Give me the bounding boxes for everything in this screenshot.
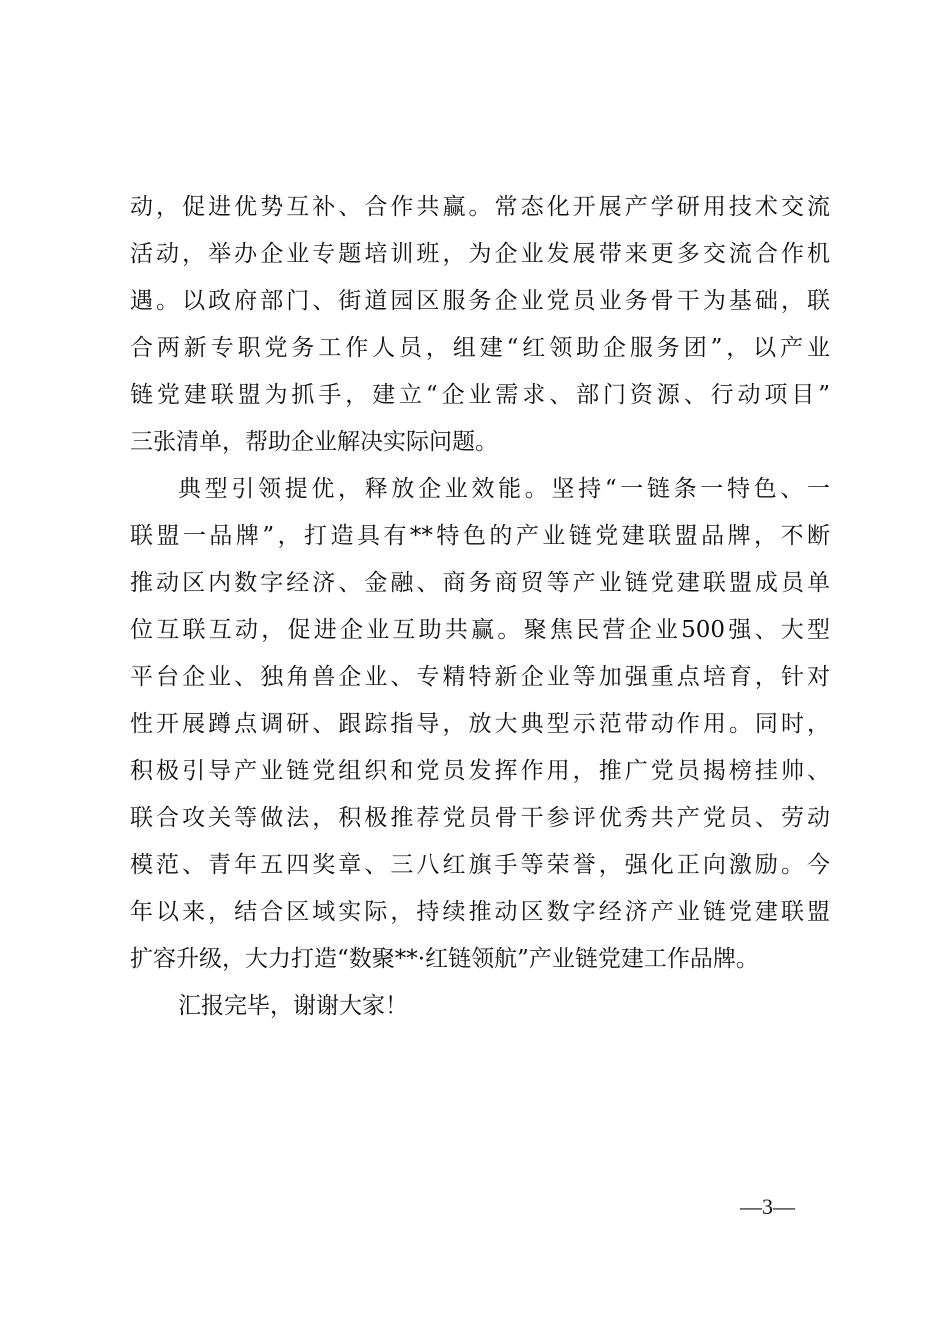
paragraph-line: 联盟一品牌”，打造具有**特色的产业链党建联盟品牌，不断 (130, 523, 830, 549)
paragraph-line: 扩容升级，大力打造“数聚**·红链领航”产业链党建工作品牌。 (130, 946, 759, 972)
closing-line: 汇报完毕，谢谢大家！ (178, 993, 408, 1019)
paragraph-line: 链党建联盟为抓手，建立“企业需求、部门资源、行动项目” (130, 382, 830, 408)
paragraph-line: 模范、青年五四奖章、三八红旗手等荣誉，强化正向激励。今 (130, 852, 830, 878)
page-number: —3— (740, 1194, 795, 1219)
paragraph-line: 活动，举办企业专题培训班，为企业发展带来更多交流合作机 (130, 241, 830, 267)
paragraph-line: 年以来，结合区域实际，持续推动区数字经济产业链党建联盟 (130, 899, 830, 925)
paragraph-line: 遇。以政府部门、街道园区服务企业党员业务骨干为基础，联 (130, 288, 830, 314)
paragraph-line: 积极引导产业链党组织和党员发挥作用，推广党员揭榜挂帅、 (130, 758, 830, 784)
paragraph-line: 性开展蹲点调研、跟踪指导，放大典型示范带动作用。同时， (130, 711, 830, 737)
paragraph-line: 平台企业、独角兽企业、专精特新企业等加强重点培育，针对 (130, 664, 830, 690)
paragraph-line: 推动区内数字经济、金融、商务商贸等产业链党建联盟成员单 (130, 570, 830, 596)
paragraph-line: 动，促进优势互补、合作共赢。常态化开展产学研用技术交流 (130, 194, 830, 220)
paragraph-line: 位互联互动，促进企业互助共赢。聚焦民营企业500强、大型 (130, 617, 830, 643)
paragraph-line: 典型引领提优，释放企业效能。坚持“一链条一特色、一 (178, 476, 830, 502)
paragraph-line: 合两新专职党务工作人员，组建“红领助企服务团”，以产业 (130, 335, 830, 361)
paragraph-line: 联合攻关等做法，积极推荐党员骨干参评优秀共产党员、劳动 (130, 805, 830, 831)
body-text (130, 184, 830, 1030)
paragraph-line: 三张清单，帮助企业解决实际问题。 (130, 429, 498, 455)
